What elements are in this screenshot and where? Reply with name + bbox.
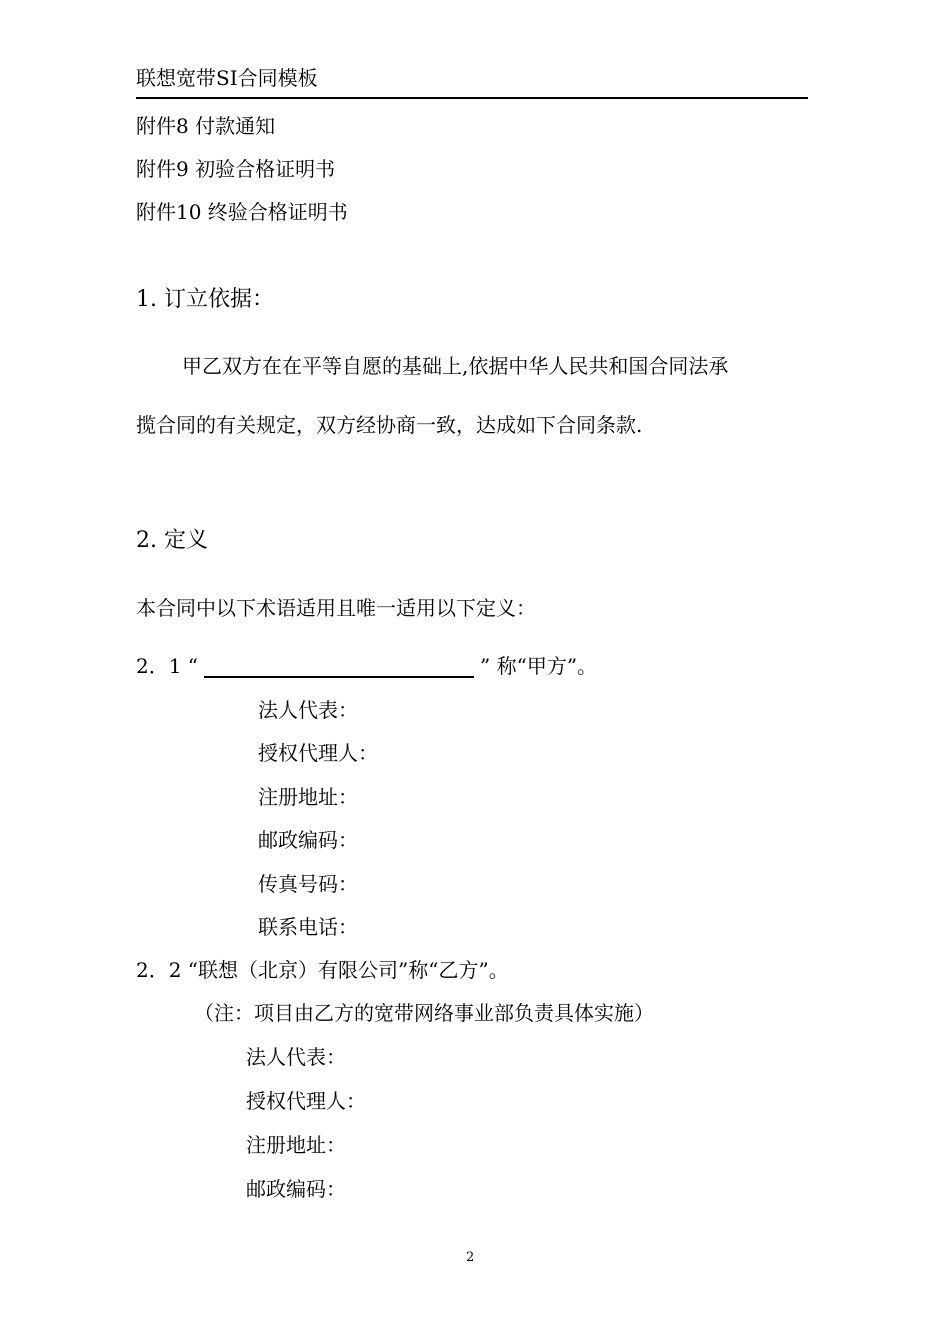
party-b-address: 注册地址： — [246, 1133, 346, 1157]
page-number: 2 — [466, 1250, 475, 1265]
header-rule — [136, 97, 808, 99]
attachment-item-10: 附件10 终验合格证明书 — [136, 200, 348, 224]
attachment-item-8: 附件8 付款通知 — [136, 114, 276, 138]
party-b-note: （注：项目由乙方的宽带网络事业部负责具体实施） — [194, 1001, 654, 1025]
party-a-name-blank[interactable] — [204, 654, 474, 678]
party-a-authorized-agent: 授权代理人： — [258, 741, 378, 765]
definitions-intro: 本合同中以下术语适用且唯一适用以下定义： — [136, 596, 536, 620]
party-a-suffix: ” 称“甲方”。 — [480, 654, 598, 678]
party-a-postcode: 邮政编码： — [258, 828, 358, 852]
party-a-phone: 联系电话： — [258, 915, 358, 939]
section-basis-paragraph-line2: 揽合同的有关规定，双方经协商一致，达成如下合同条款. — [136, 413, 643, 437]
party-a-prefix: 2．1 “ — [136, 654, 199, 678]
party-b-legal-rep: 法人代表： — [246, 1045, 346, 1069]
party-a-legal-rep: 法人代表： — [258, 698, 358, 722]
party-b-authorized-agent: 授权代理人： — [246, 1089, 366, 1113]
section-basis-paragraph-line1: 甲乙双方在在平等自愿的基础上,依据中华人民共和国合同法承 — [182, 354, 729, 378]
attachment-item-9: 附件9 初验合格证明书 — [136, 157, 336, 181]
definition-party-a — [136, 654, 597, 678]
party-a-fax: 传真号码： — [258, 872, 358, 896]
party-b-postcode: 邮政编码： — [246, 1177, 346, 1201]
section-definitions-heading: 2. 定义 — [136, 528, 208, 553]
section-basis-heading: 1. 订立依据： — [136, 287, 274, 312]
header-title: 联想宽带SI合同模板 — [136, 66, 318, 90]
definition-party-b: 2．2 “联想（北京）有限公司”称“乙方”。 — [136, 958, 509, 982]
party-a-address: 注册地址： — [258, 785, 358, 809]
